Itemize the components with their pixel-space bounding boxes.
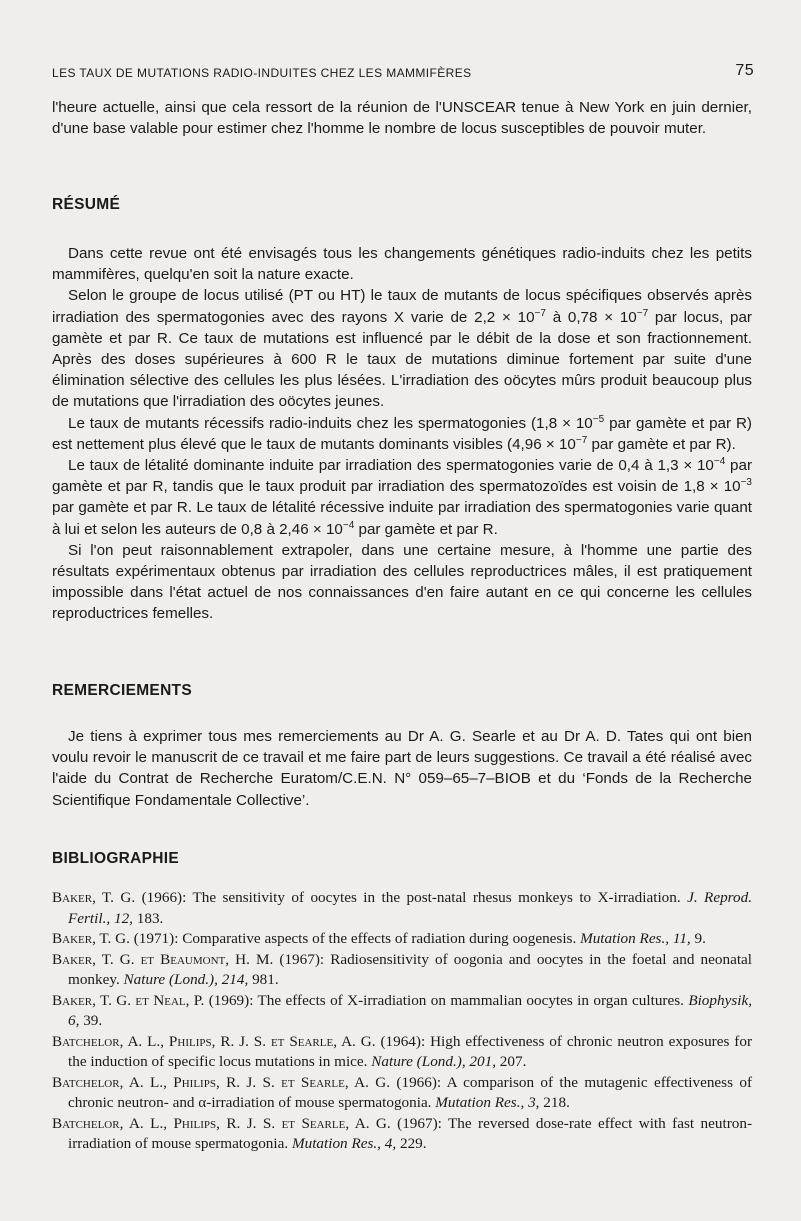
running-header: [52, 62, 754, 80]
remerciements-body: [52, 726, 752, 811]
remerciements-paragraph: Je tiens à exprimer tous mes remerciements au Dr A. G. Searle et au Dr A. D. Tates qui ont bien voulu revoir le manuscrit de ce travail et me faire part de leurs suggestions. Ce travail a été réalisé avec l'aide du Contrat de Recherche Euratom/C.E.N. N° 059–65–7–BIOB et du ‘Fonds de la Recherche Scientifique Fondamentale Collective’.: [52, 728, 752, 809]
reference-pages: 207.: [496, 1053, 527, 1070]
reference-entry: [52, 1073, 752, 1114]
reference-entry: [52, 950, 752, 991]
reference-pages: 981.: [248, 971, 279, 988]
resume-section: [52, 196, 752, 214]
reference-journal: Mutation Res., 3,: [435, 1094, 540, 1111]
reference-entry: [52, 991, 752, 1032]
page-number: 75: [735, 62, 754, 79]
running-title: LES TAUX DE MUTATIONS RADIO-INDUITES CHEZ LES MAMMIFÈRES: [52, 66, 472, 80]
resume-body: [52, 243, 752, 625]
reference-pages: 39.: [79, 1012, 103, 1029]
reference-title: (1966): A comparison of the mutagenic effectiveness of chronic neutron- and α-irradiation of mouse spermatogonia.: [68, 1073, 753, 1111]
reference-journal: Mutation Res., 11,: [580, 930, 691, 947]
reference-entry: [52, 1114, 752, 1155]
reference-pages: 9.: [690, 930, 706, 947]
reference-journal: Biophysik, 6,: [68, 991, 752, 1029]
resume-paragraph-2: Selon le groupe de locus utilisé (PT ou HT) le taux de mutants de locus spécifiques observés après irradiation des spermatogonies avec des rayons X varie de $2,2 \times 10^{-7}$ à $0,78 \times 10^{-7}$ par locus, par gamète et par R. Ce taux de mutations est influencé par le débit de la dose et son fractionnement. Après des doses supérieures à 600 R le taux de mutations diminue fortement par suite d'une élimination sélective des cellules les plus lésées. L'irradiation des oöcytes mûrs produit beaucoup plus de mutations que l'irradiation des oöcytes jeunes.: [52, 287, 752, 411]
resume-paragraph-4: Le taux de létalité dominante induite par irradiation des spermatogonies varie de 0,4 à $1,3 \times 10^{-4}$ par gamète et par R, tandis que le taux produit par irradiation des spermatozoïdes est voisin de $1,8 \times 10^{-3}$ par gamète et par R. Le taux de létalité récessive induite par irradiation des spermatogonies varie quant à lui et selon les auteurs de 0,8 à $2,46 \times 10^{-4}$ par gamète et par R.: [52, 456, 753, 538]
resume-paragraph-1: Dans cette revue ont été envisagés tous les changements génétiques radio-induits chez les petits mammifères, quelqu'en soit la nature exacte.: [52, 245, 752, 284]
reference-journal: Nature (Lond.), 214,: [123, 971, 249, 988]
reference-title: (1967): The reversed dose-rate effect with fast neutron-irradiation of mouse spermatogonia.: [68, 1114, 752, 1152]
intro-block: [52, 97, 752, 139]
reference-authors: Batchelor, A. L., Philips, R. J. S. et Searle, A. G.: [52, 1114, 391, 1132]
intro-paragraph: l'heure actuelle, ainsi que cela ressort de la réunion de l'UNSCEAR tenue à New York en juin dernier, d'une base valable pour estimer chez l'homme le nombre de locus susceptibles de pouvoir muter.: [52, 99, 752, 138]
bibliographie-title: BIBLIOGRAPHIE: [52, 850, 180, 867]
reference-title: (1964): High effectiveness of chronic neutron exposures for the induction of specific locus mutations in mice.: [68, 1032, 752, 1070]
reference-journal: J. Reprod. Fertil., 12,: [68, 889, 753, 927]
reference-journal: Nature (Lond.), 201,: [371, 1053, 496, 1070]
resume-paragraph-5: Si l'on peut raisonnablement extrapoler, dans une certaine mesure, à l'homme une partie des résultats expérimentaux obtenus par irradiation des cellules reproductrices mâles, il est pratiquement impossible dans l'état actuel de nos connaissances d'en faire autant en ce qui concerne les cellules reproductrices femelles.: [52, 541, 752, 623]
reference-title: (1969): The effects of X-irradiation on mammalian oocytes in organ cultures.: [204, 991, 689, 1009]
reference-pages: 229.: [396, 1135, 427, 1152]
bibliographie-section: [52, 850, 752, 868]
reference-title: (1971): Comparative aspects of the effects of radiation during oogenesis.: [129, 930, 581, 947]
remerciements-title: REMERCIEMENTS: [52, 682, 192, 699]
reference-entry: [52, 1032, 752, 1073]
reference-title: (1966): The sensitivity of oocytes in the post-natal rhesus monkeys to X-irradiation.: [135, 889, 688, 906]
remerciements-section: [52, 682, 752, 700]
reference-list: [52, 888, 752, 1155]
reference-pages: 218.: [539, 1094, 570, 1111]
resume-paragraph-3: Le taux de mutants récessifs radio-induits chez les spermatogonies ($1,8 \times 10^{-5}$ par gamète et par R) est nettement plus élevé que le taux de mutants dominants visibles ($4,96 \times 10^{-7}$ par gamète et par R).: [52, 413, 752, 453]
reference-authors: Baker, T. G. et Neal, P.: [52, 991, 205, 1009]
reference-title: (1967): Radiosensitivity of oogonia and oocytes in the foetal and neonatal monkey.: [68, 950, 752, 988]
reference-authors: Baker, T. G.: [52, 889, 136, 906]
reference-entry: [52, 929, 752, 950]
reference-authors: Batchelor, A. L., Philips, R. J. S. et Searle, A. G.: [52, 1073, 391, 1091]
reference-journal: Mutation Res., 4,: [291, 1135, 397, 1152]
reference-pages: 183.: [132, 909, 164, 927]
reference-authors: Baker, T. G. et Beaumont, H. M.: [52, 950, 274, 968]
reference-entry: [52, 888, 752, 929]
reference-authors: Batchelor, A. L., Philips, R. J. S. et Searle, A. G.: [52, 1032, 376, 1050]
reference-authors: Baker, T. G.: [52, 930, 130, 947]
resume-title: RÉSUMÉ: [52, 196, 121, 213]
